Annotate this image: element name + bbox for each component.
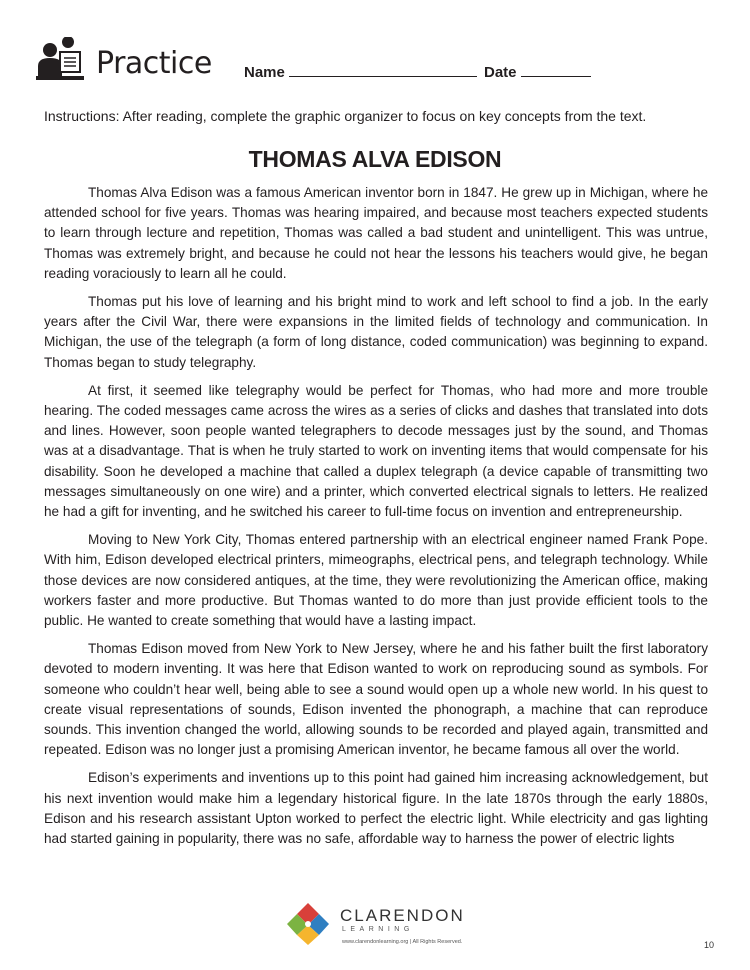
paragraph: At first, it seemed like telegraphy would be perfect for Thomas, who had more and more trouble hearing. The coded messages came across the wires as a series of clicks and dashes that translated into dots and lines. However, soon people wanted telegraphers to decode messages just by the sound, and Thomas was at a disadvantage. That is when he truly started to work on inventing items that would compensate for his disability. Soon he developed a machine that called a duplex telegraph (a device capable of transmitting two messages simultaneously on one wire) and a printer, which converted electrical signals to letters. He realized he had a gift for inventing, and he switched his career to full-time focus on invention and entrepreneurship. xyxy=(44,382,708,520)
paragraph: Moving to New York City, Thomas entered partnership with an electrical engineer named Frank Pope. With him, Edison developed electrical printers, mimeographs, electrical pens, and telegraph technology. While those devices are now considered antiques, at the time, they were revolutionizing the American office, making workers faster and more productive. But Thomas wanted to do more than just provide efficient tools to the public. He wanted to create something that would have a lasting impact. xyxy=(44,532,708,629)
date-field[interactable] xyxy=(484,62,591,81)
paragraph: Thomas Alva Edison was a famous American inventor born in 1847. He grew up in Michigan, where he attended school for five years. Thomas was hearing impaired, and because most teachers expected students to learn through lecture and repetition, Thomas was called a bad student and unintelligent. This was untrue, Thomas was extremely bright, and because he could not hear the lessons his teachers would give, he began reading voraciously to learn all he could. xyxy=(44,185,708,281)
student-desk-icon xyxy=(36,32,88,84)
name-field[interactable] xyxy=(244,62,477,81)
date-label: Date xyxy=(484,64,517,81)
page-title: Practice xyxy=(96,46,212,81)
name-label: Name xyxy=(244,64,285,81)
footer-logo xyxy=(286,902,464,952)
brand-subtitle: LEARNING xyxy=(342,926,414,933)
instructions: Instructions: After reading, complete the graphic organizer to focus on key concepts from the text. xyxy=(44,108,647,124)
name-line[interactable] xyxy=(289,62,477,77)
page-header xyxy=(36,32,726,88)
brand-name: CLARENDON xyxy=(340,906,465,925)
paragraph: Thomas Edison moved from New York to New Jersey, where he and his father built the first laboratory devoted to modern inventing. It was here that Edison wanted to work on reproducing sound as symbols. For someone who couldn’t hear well, being able to see a sound would open up a whole new world. In his quest to create visual representations of sounds, Edison invented the phonograph, a machine that can reproduce sounds. This invention changed the world, allowing sounds to be recorded and played again, transmitted and repeated. Edison was no longer just a promising American inventor, he became famous all over the world. xyxy=(44,641,708,758)
date-line[interactable] xyxy=(521,62,591,77)
page-number: 10 xyxy=(704,940,715,950)
paragraph: Thomas put his love of learning and his bright mind to work and left school to find a job. In the early years after the Civil War, there were expansions in the limited fields of technology and communication. In Michigan, the use of the telegraph (a form of long distance, coded communication) was beginning to expand. Thomas began to study telegraphy. xyxy=(44,294,708,370)
paragraph: Edison’s experiments and inventions up to this point had gained him increasing acknowledgement, but his next invention would make him a legendary historical figure. In the late 1870s through the early 1880s, Edison and his research assistant Upton worked to perfect the electric light. While electricity and gas lighting had started gaining in popularity, there was no safe, affordable way to harness the power of electric lights xyxy=(44,770,708,847)
clarendon-puzzle-logo-icon xyxy=(286,902,330,946)
copyright: www.clarendonlearning.org | All Rights Reserved. xyxy=(342,939,463,945)
article-title: THOMAS ALVA EDISON xyxy=(248,146,502,172)
article-body xyxy=(44,183,708,857)
